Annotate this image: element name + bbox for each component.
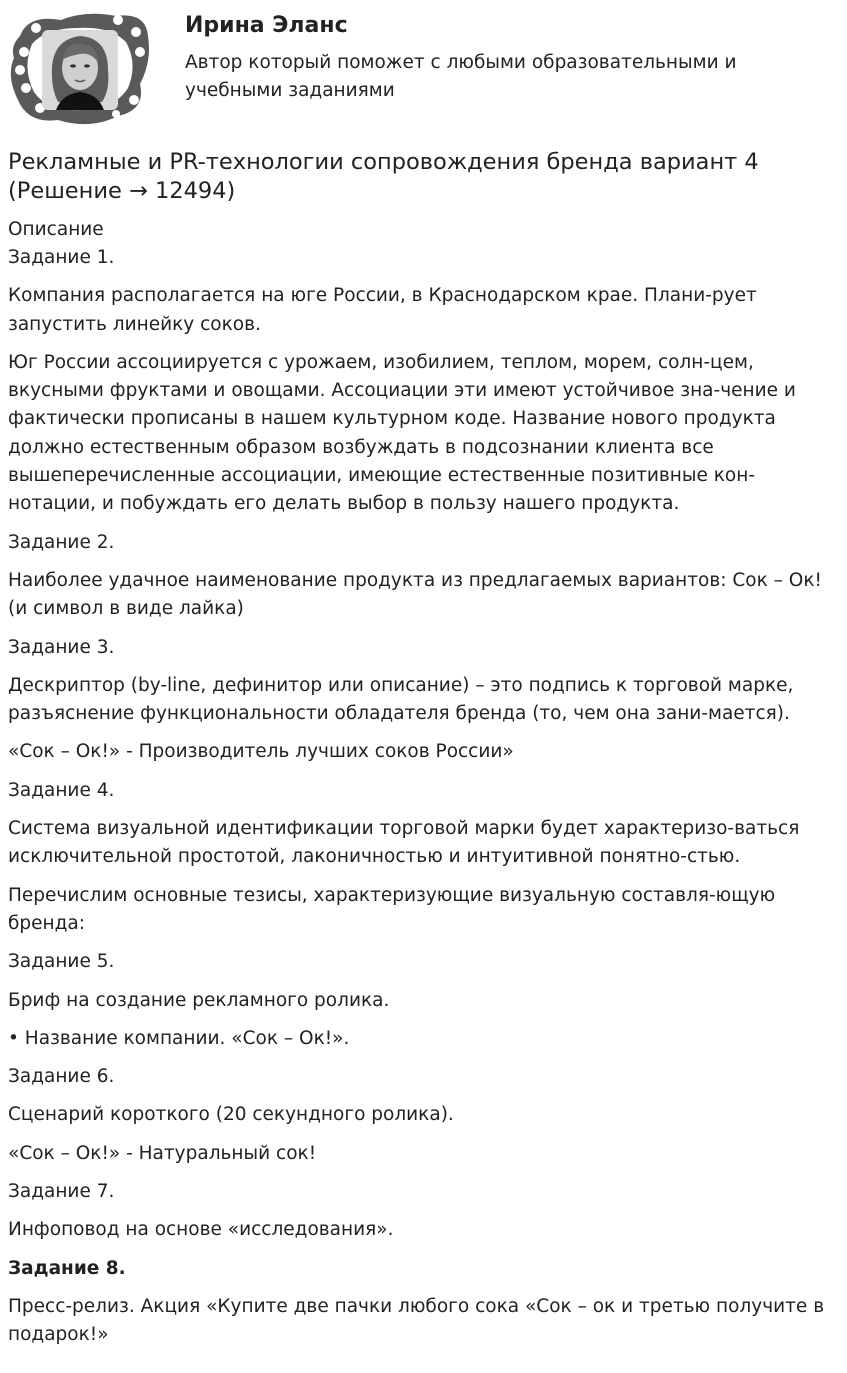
paragraph: Перечислим основные тезисы, характеризующие визуальную составля-ющую бренда: bbox=[8, 884, 776, 934]
description-label: Описание bbox=[8, 219, 104, 240]
paragraph: Бриф на создание рекламного ролика. bbox=[8, 989, 390, 1011]
description-body bbox=[8, 244, 839, 1350]
author-description: Автор который поможет с любыми образовательными и учебными заданиями bbox=[185, 52, 737, 101]
paragraph: Сценарий короткого (20 секундного ролика). bbox=[8, 1104, 454, 1126]
author-header bbox=[0, 0, 847, 138]
task-heading: Задание 8. bbox=[8, 1257, 126, 1279]
task-heading: Задание 1. bbox=[8, 247, 115, 268]
task-heading: Задание 3. bbox=[8, 636, 115, 658]
task-heading: Задание 2. bbox=[8, 531, 115, 553]
paragraph: Наиболее удачное наименование продукта из предлагаемых вариантов: Сок – Ок! (и символ в виде лайка) bbox=[8, 569, 822, 620]
paragraph: «Сок – Ок!» - Производитель лучших соков России» bbox=[8, 741, 514, 763]
page-title: Рекламные и PR-технологии сопровождения бренда вариант 4 (Решение → 12494) bbox=[8, 149, 759, 204]
paragraph: • Название компании. «Сок – Ок!». bbox=[8, 1027, 350, 1049]
main-content bbox=[0, 148, 847, 1350]
paragraph: «Сок – Ок!» - Натуральный сок! bbox=[8, 1142, 317, 1164]
task-heading: Задание 5. bbox=[8, 951, 115, 973]
paragraph: Инфоповод на основе «исследования». bbox=[8, 1219, 394, 1241]
author-name: Ирина Эланс bbox=[185, 13, 348, 38]
paragraph: Юг России ассоциируется с урожаем, изобилием, теплом, морем, солн-цем, вкусными фруктами и овощами. Ассоциации эти имеют устойчивое зна-чение и фактически прописаны в нашем культурном коде. Название нового продукта должно естественным образом возбуждать в подсознании клиента все вышеперечисленные ассоциации, имеющие естественные позитивные кон-нотации, и побуждать его делать выбор в пользу нашего продукта. bbox=[8, 351, 796, 515]
task-heading: Задание 6. bbox=[8, 1066, 115, 1088]
task-heading: Задание 7. bbox=[8, 1181, 115, 1203]
paragraph: Пресс-релиз. Акция «Купите две пачки любого сока «Сок – ок и третью получите в подарок!» bbox=[8, 1295, 825, 1346]
paragraph: Система визуальной идентификации торговой марки будет характеризо-ваться исключительной простотой, лаконичностью и интуитивной понятно-стью. bbox=[8, 818, 800, 868]
author-avatar bbox=[6, 6, 152, 128]
paragraph: Дескриптор (by-line, дефинитор или описание) – это подпись к торговой марке, разъяснение функциональности обладателя бренда (то, чем она зани-мается). bbox=[8, 674, 794, 725]
task-heading: Задание 4. bbox=[8, 779, 115, 801]
paragraph: Компания располагается на юге России, в Краснодарском крае. Плани-рует запустить линейку соков. bbox=[8, 285, 757, 335]
author-photo bbox=[42, 30, 118, 110]
